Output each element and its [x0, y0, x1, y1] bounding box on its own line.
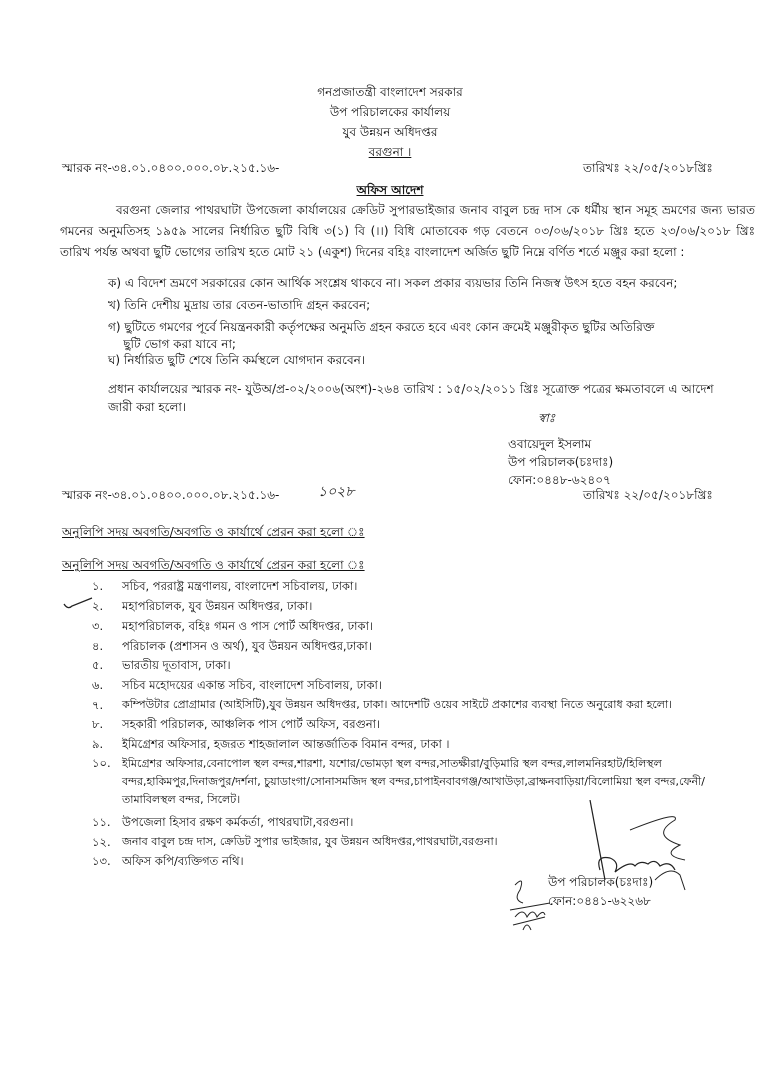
item-text: সচিব মহোদয়ের একান্ত সচিব, বাংলাদেশ সচিবালয়, ঢাকা।: [122, 678, 382, 692]
distribution-item: [92, 677, 752, 695]
distribution-item: [92, 834, 752, 852]
memo2-handwritten-number: ১০২৮: [318, 484, 355, 500]
memo-date: তারিখঃ ২২/০৫/২০১৮খ্রিঃ: [583, 161, 713, 175]
item-number: ৮.: [92, 717, 104, 731]
item-text: জনাব বাবুল চন্দ্র দাস, ক্রেডিট সুপার ভাইজার, যুব উন্নয়ন অধিদপ্তর,পাথরঘাটা,বরগুনা।: [122, 835, 498, 848]
header-office: উপ পরিচালকের কার্যালয়: [329, 105, 451, 119]
signatory-name: ওবায়েদুল ইসলাম: [508, 437, 592, 451]
item-text: পরিচালক (প্রশাসন ও অর্থ), যুব উন্নয়ন অধিদপ্তর,ঢাকা।: [122, 639, 372, 653]
distribution-item: [92, 697, 752, 715]
copy-heading-2: অনুলিপি সদয় অবগতি/অবগতি ও কার্যার্থে প্রেরন করা হলো ঃ: [62, 558, 365, 572]
signatory2-phone: ফোন:০৪৪১-৬২২৬৮: [548, 894, 651, 908]
condition-gha: ঘ) নির্ধারিত ছুটি শেষে তিনি কর্মস্থলে যোগদান করবেন।: [108, 353, 366, 367]
item-number: ১২.: [92, 835, 111, 849]
authority-line-1: প্রধান কার্যালয়ের স্মারক নং- যুউঅ/প্র-০২/২০০৬(অংশ)-২৬৪ তারিখ : ১৫/০২/২০১১ খ্রিঃ সূত্রোক্ত পত্রের ক্ষমতাবলে এ আদেশ: [108, 382, 714, 396]
item-text: ভারতীয় দূতাবাস, ঢাকা।: [122, 658, 231, 672]
item-number: ৯.: [92, 737, 104, 751]
distribution-item: [92, 814, 752, 832]
item-text: সহকারী পরিচালক, আঞ্চলিক পাস পোর্ট অফিস, বরগুনা।: [122, 717, 381, 731]
document-title: অফিস আদেশ: [356, 183, 424, 197]
header-department: যুব উন্নয়ন অধিদপ্তর: [342, 125, 438, 139]
signatory-designation: উপ পরিচালক(চঃদাঃ): [508, 455, 614, 469]
condition-ga-continued: ছুটি ভোগ করা যাবে না;: [108, 337, 236, 351]
item-text: কম্পিউটার প্রোগ্রামার (আইসিটি),যুব উন্নয়ন অধিদপ্তর, ঢাকা। আদেশটি ওয়েব সাইটে প্রকাশের ব্যবস্থা নিতে অনুরোধ করা হলো।: [122, 698, 673, 711]
condition-ga: গ) ছুটিতে গমণের পূর্বে নিয়ন্ত্রনকারী কর্তৃপক্ষের অনুমতি গ্রহন করতে হবে এবং কোন ক্রমেই মঞ্জুরীকৃত ছুটির অতিরিক্ত: [108, 320, 655, 334]
signatory2-designation: উপ পরিচালক(চঃদাঃ): [548, 875, 654, 889]
item-number: ১০.: [92, 756, 111, 770]
item-text: সচিব, পররাষ্ট্র মন্ত্রণালয়, বাংলাদেশ সচিবালয়, ঢাকা।: [122, 579, 358, 593]
item-number: ৬.: [92, 678, 104, 692]
condition-kha: খ) তিনি দেশীয় মুদ্রায় তার বেতন-ভাতাদি গ্রহন করবেন;: [108, 298, 371, 312]
item-text: অফিস কপি/ব্যক্তিগত নথি।: [122, 854, 244, 868]
authority-line-2: জারী করা হলো।: [108, 400, 187, 414]
item-number: ৭.: [92, 698, 104, 712]
item-text: ইমিগ্রেশর অফিসার,বেনাপোল স্থল বন্দর,শারশা, যশোর/ভোমড়া স্থল বন্দর,সাতক্ষীরা/বুড়িমারি স্থল বন্দর,লালমনিরহাট/হিলিস্থল বন্দর,হাকিমপুর,দিনাজপুর/দর্শনা, চুয়াডাংগা/সোনাসমজিদ স্থল বন্দর,চাপাইনবাবগঞ্জ/আখাউড়া,ব্রাক্ষনবাড়িয়া/বিলোমিয়া স্থল বন্দর,ফেনী/তামাবিলস্থল বন্দর, সিলেট।: [122, 757, 705, 806]
item-number: ১১.: [92, 815, 111, 829]
item-number: ১৩.: [92, 854, 111, 868]
distribution-item: [92, 853, 752, 871]
condition-ka: ক) এ বিদেশ ভ্রমণে সরকারের কোন আর্থিক সংশ্লেষ থাকবে না। সকল প্রকার ব্যয়ভার তিনি নিজস্ব উৎস হতে বহন করবেন;: [108, 276, 678, 290]
distribution-item: [92, 736, 752, 754]
distribution-item: [92, 657, 752, 675]
item-number: ৫.: [92, 658, 104, 672]
order-paragraph: বরগুনা জেলার পাথরঘাটা উপজেলা কার্যালয়ের ক্রেডিট সুপারভাইজার জনাব বাবুল চন্দ্র দাস কে ধর্মীয় স্থান সমূহ ভ্রমণের জন্য ভারত গমনের অনুমতিসহ ১৯৫৯ সালের নির্ধারিত ছুটি বিধি ৩(১) বি (।।) বিধি মোতাবেক গড় বেতনে ০৩/০৬/২০১৮ খ্রিঃ হতে ২৩/০৬/২০১৮ খ্রিঃ তারিখ পর্যন্ত অথবা ছুটি ভোগের তারিখ হতে মোট ২১ (একুশ) দিনের বহিঃ বাংলাদেশ অর্জিত ছুটি নিম্নে বর্ণিত শর্তে মঞ্জুর করা হলো :: [60, 203, 755, 259]
header-district: বরগুনা ।: [368, 145, 412, 159]
item-text: ইমিগ্রেশর অফিসার, হজরত শাহজালাল আন্তর্জাতিক বিমান বন্দর, ঢাকা ।: [122, 737, 450, 751]
item-text: উপজেলা হিসাব রক্ষণ কর্মকর্তা, পাথরঘাটা,বরগুনা।: [122, 815, 354, 829]
item-number: ৪.: [92, 639, 104, 653]
item-number: ১.: [92, 579, 104, 593]
copy-heading-1: অনুলিপি সদয় অবগতি/অবগতি ও কার্যার্থে প্রেরন করা হলো ঃ: [62, 525, 365, 539]
signatory-phone: ফোন:০৪৪৮-৬২৪০৭: [508, 473, 611, 487]
distribution-item: [92, 638, 752, 656]
item-number: ২.: [92, 599, 104, 613]
distribution-item: [92, 716, 752, 734]
header-government: গনপ্রজাতন্ত্রী বাংলাদেশ সরকার: [317, 85, 463, 99]
item-text: মহাপরিচালক, যুব উন্নয়ন অধিদপ্তর, ঢাকা।: [122, 599, 313, 613]
memo2-reference: স্মারক নং-৩৪.০১.০৪০০.০০০.০৮.২১৫.১৬-: [62, 488, 280, 502]
distribution-item: [92, 755, 752, 811]
distribution-item: [92, 598, 752, 616]
memo-reference: স্মারক নং-৩৪.০১.০৪০০.০০০.০৮.২১৫.১৬-: [62, 161, 280, 175]
memo2-date: তারিখঃ ২২/০৫/২০১৮খ্রিঃ: [583, 488, 713, 502]
distribution-item: [92, 578, 752, 596]
signature-initial: স্বাঃ: [538, 411, 556, 425]
item-text: মহাপরিচালক, বহিঃ গমন ও পাস পোর্ট অধিদপ্তর, ঢাকা।: [122, 619, 374, 633]
distribution-item: [92, 618, 752, 636]
item-number: ৩.: [92, 619, 104, 633]
